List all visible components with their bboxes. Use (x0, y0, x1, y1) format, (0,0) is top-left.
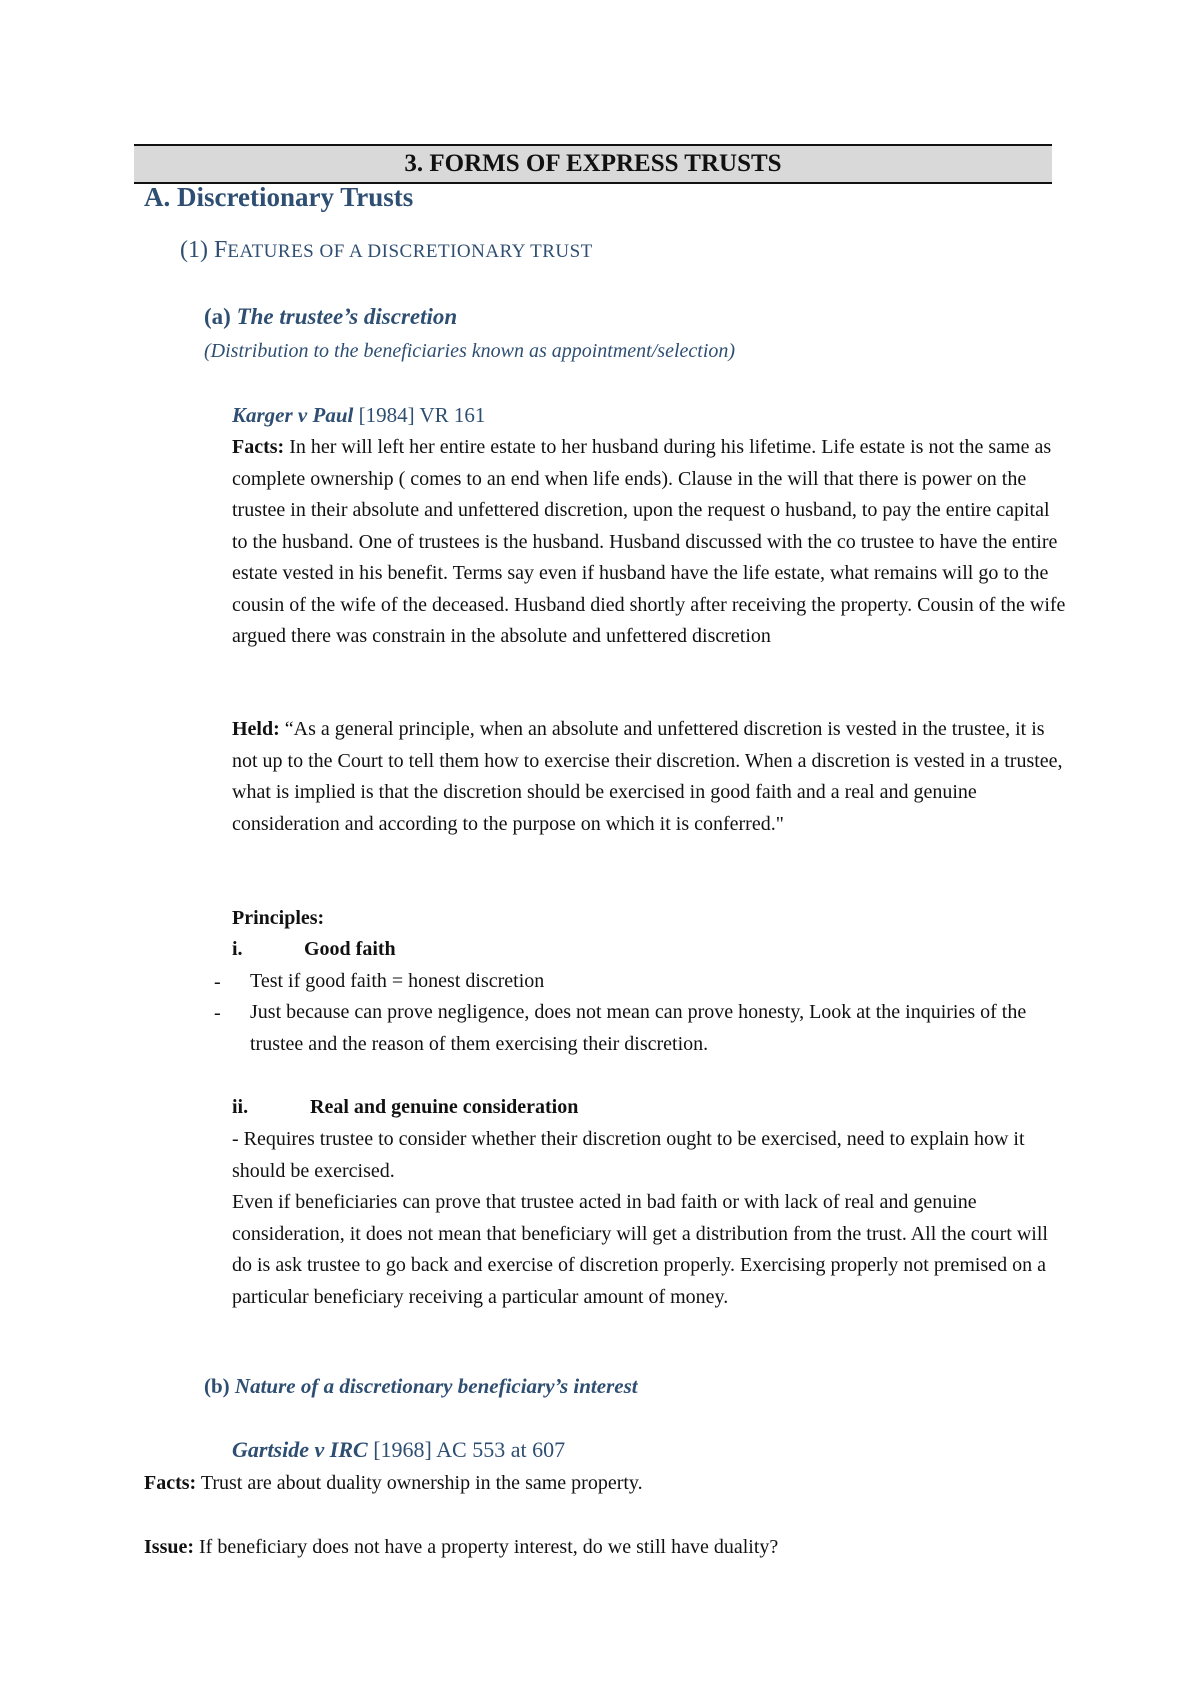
case-ref: [1968] AC 553 at 607 (373, 1437, 566, 1462)
principle-ii-title: Real and genuine consideration (310, 1096, 579, 1118)
facts-paragraph-2 (144, 1468, 643, 1500)
held-label: Held: (232, 718, 280, 740)
facts-paragraph-1 (232, 432, 1068, 653)
held-paragraph (232, 714, 1068, 840)
issue-paragraph (144, 1532, 778, 1564)
principle-i-bullet-1: Test if good faith = honest discretion (250, 970, 545, 992)
case-citation-karger (232, 403, 485, 428)
subheading-b-title: Nature of a discretionary beneficiary’s interest (234, 1374, 638, 1398)
facts-text: Trust are about duality ownership in the same property. (200, 1472, 643, 1494)
case-citation-gartside (232, 1437, 565, 1463)
page-title: 3. FORMS OF EXPRESS TRUSTS (134, 144, 1052, 184)
case-name: Gartside v IRC (232, 1437, 368, 1462)
subheading-b (204, 1374, 638, 1399)
bullet-dash: - (214, 1002, 221, 1024)
subheading-a-note: (Distribution to the beneficiaries known as appointment/selection) (204, 340, 736, 362)
subsection-number: (1) F (180, 237, 228, 263)
subsection-heading-1 (180, 237, 593, 264)
subheading-a-label: (a) (204, 304, 231, 329)
subheading-b-label: (b) (204, 1374, 230, 1398)
case-ref: [1984] VR 161 (358, 403, 486, 427)
subsection-title: EATURES OF A DISCRETIONARY TRUST (227, 241, 593, 262)
case-name: Karger v Paul (232, 403, 354, 427)
issue-text: If beneficiary does not have a property interest, do we still have duality? (199, 1536, 779, 1558)
facts-label: Facts: (144, 1472, 197, 1494)
subheading-a-title: The trustee’s discretion (236, 304, 458, 329)
section-heading-a: A. Discretionary Trusts (144, 182, 414, 212)
principle-ii-text: - Requires trustee to consider whether their discretion ought to be exercised, need to explain how it should be exercised. (232, 1128, 1025, 1182)
facts-label: Facts: (232, 436, 285, 458)
principles-label: Principles: (232, 907, 325, 929)
subheading-a (204, 304, 457, 330)
issue-label: Issue: (144, 1536, 195, 1558)
principle-ii-number: ii. (232, 1096, 249, 1118)
facts-text: In her will left her entire estate to her husband during his lifetime. Life estate is not the same as complete ownership ( comes to an end when life ends). Clause in the will that there is power on the trustee in their absolute and unfettered discretion, upon the request o husband, to pay the entire capital to the husband. One of trustees is the husband. Husband discussed with the co trustee to have the entire estate vested in his benefit. Terms say even if husband have the life estate, what remains will go to the cousin of the wife of the deceased. Husband died shortly after receiving the property. Cousin of the wife argued there was constrain in the absolute and unfettered discretion (232, 436, 1066, 647)
held-text: “As a general principle, when an absolute and unfettered discretion is vested in the trustee, it is not up to the Court to tell them how to exercise their discretion. When a discretion is vested in a trustee, what is implied is that the discretion should be exercised in good faith and a real and genuine consideration and according to the purpose on which it is conferred." (232, 718, 1063, 835)
bullet-dash: - (214, 971, 221, 993)
principle-i-bullet-2: Just because can prove negligence, does not mean can prove honesty, Look at the inquiries of the trustee and the reason of them exercising their discretion. (250, 1001, 1027, 1055)
principle-ii-text-2: Even if beneficiaries can prove that trustee acted in bad faith or with lack of real and genuine consideration, it does not mean that beneficiary will get a distribution from the trust. All the court will do is ask trustee to go back and exercise of discretion properly. Exercising properly not premised on a particular beneficiary receiving a particular amount of money. (232, 1191, 1048, 1308)
principle-i-number: i. (232, 938, 243, 960)
principle-i-title: Good faith (304, 938, 396, 960)
